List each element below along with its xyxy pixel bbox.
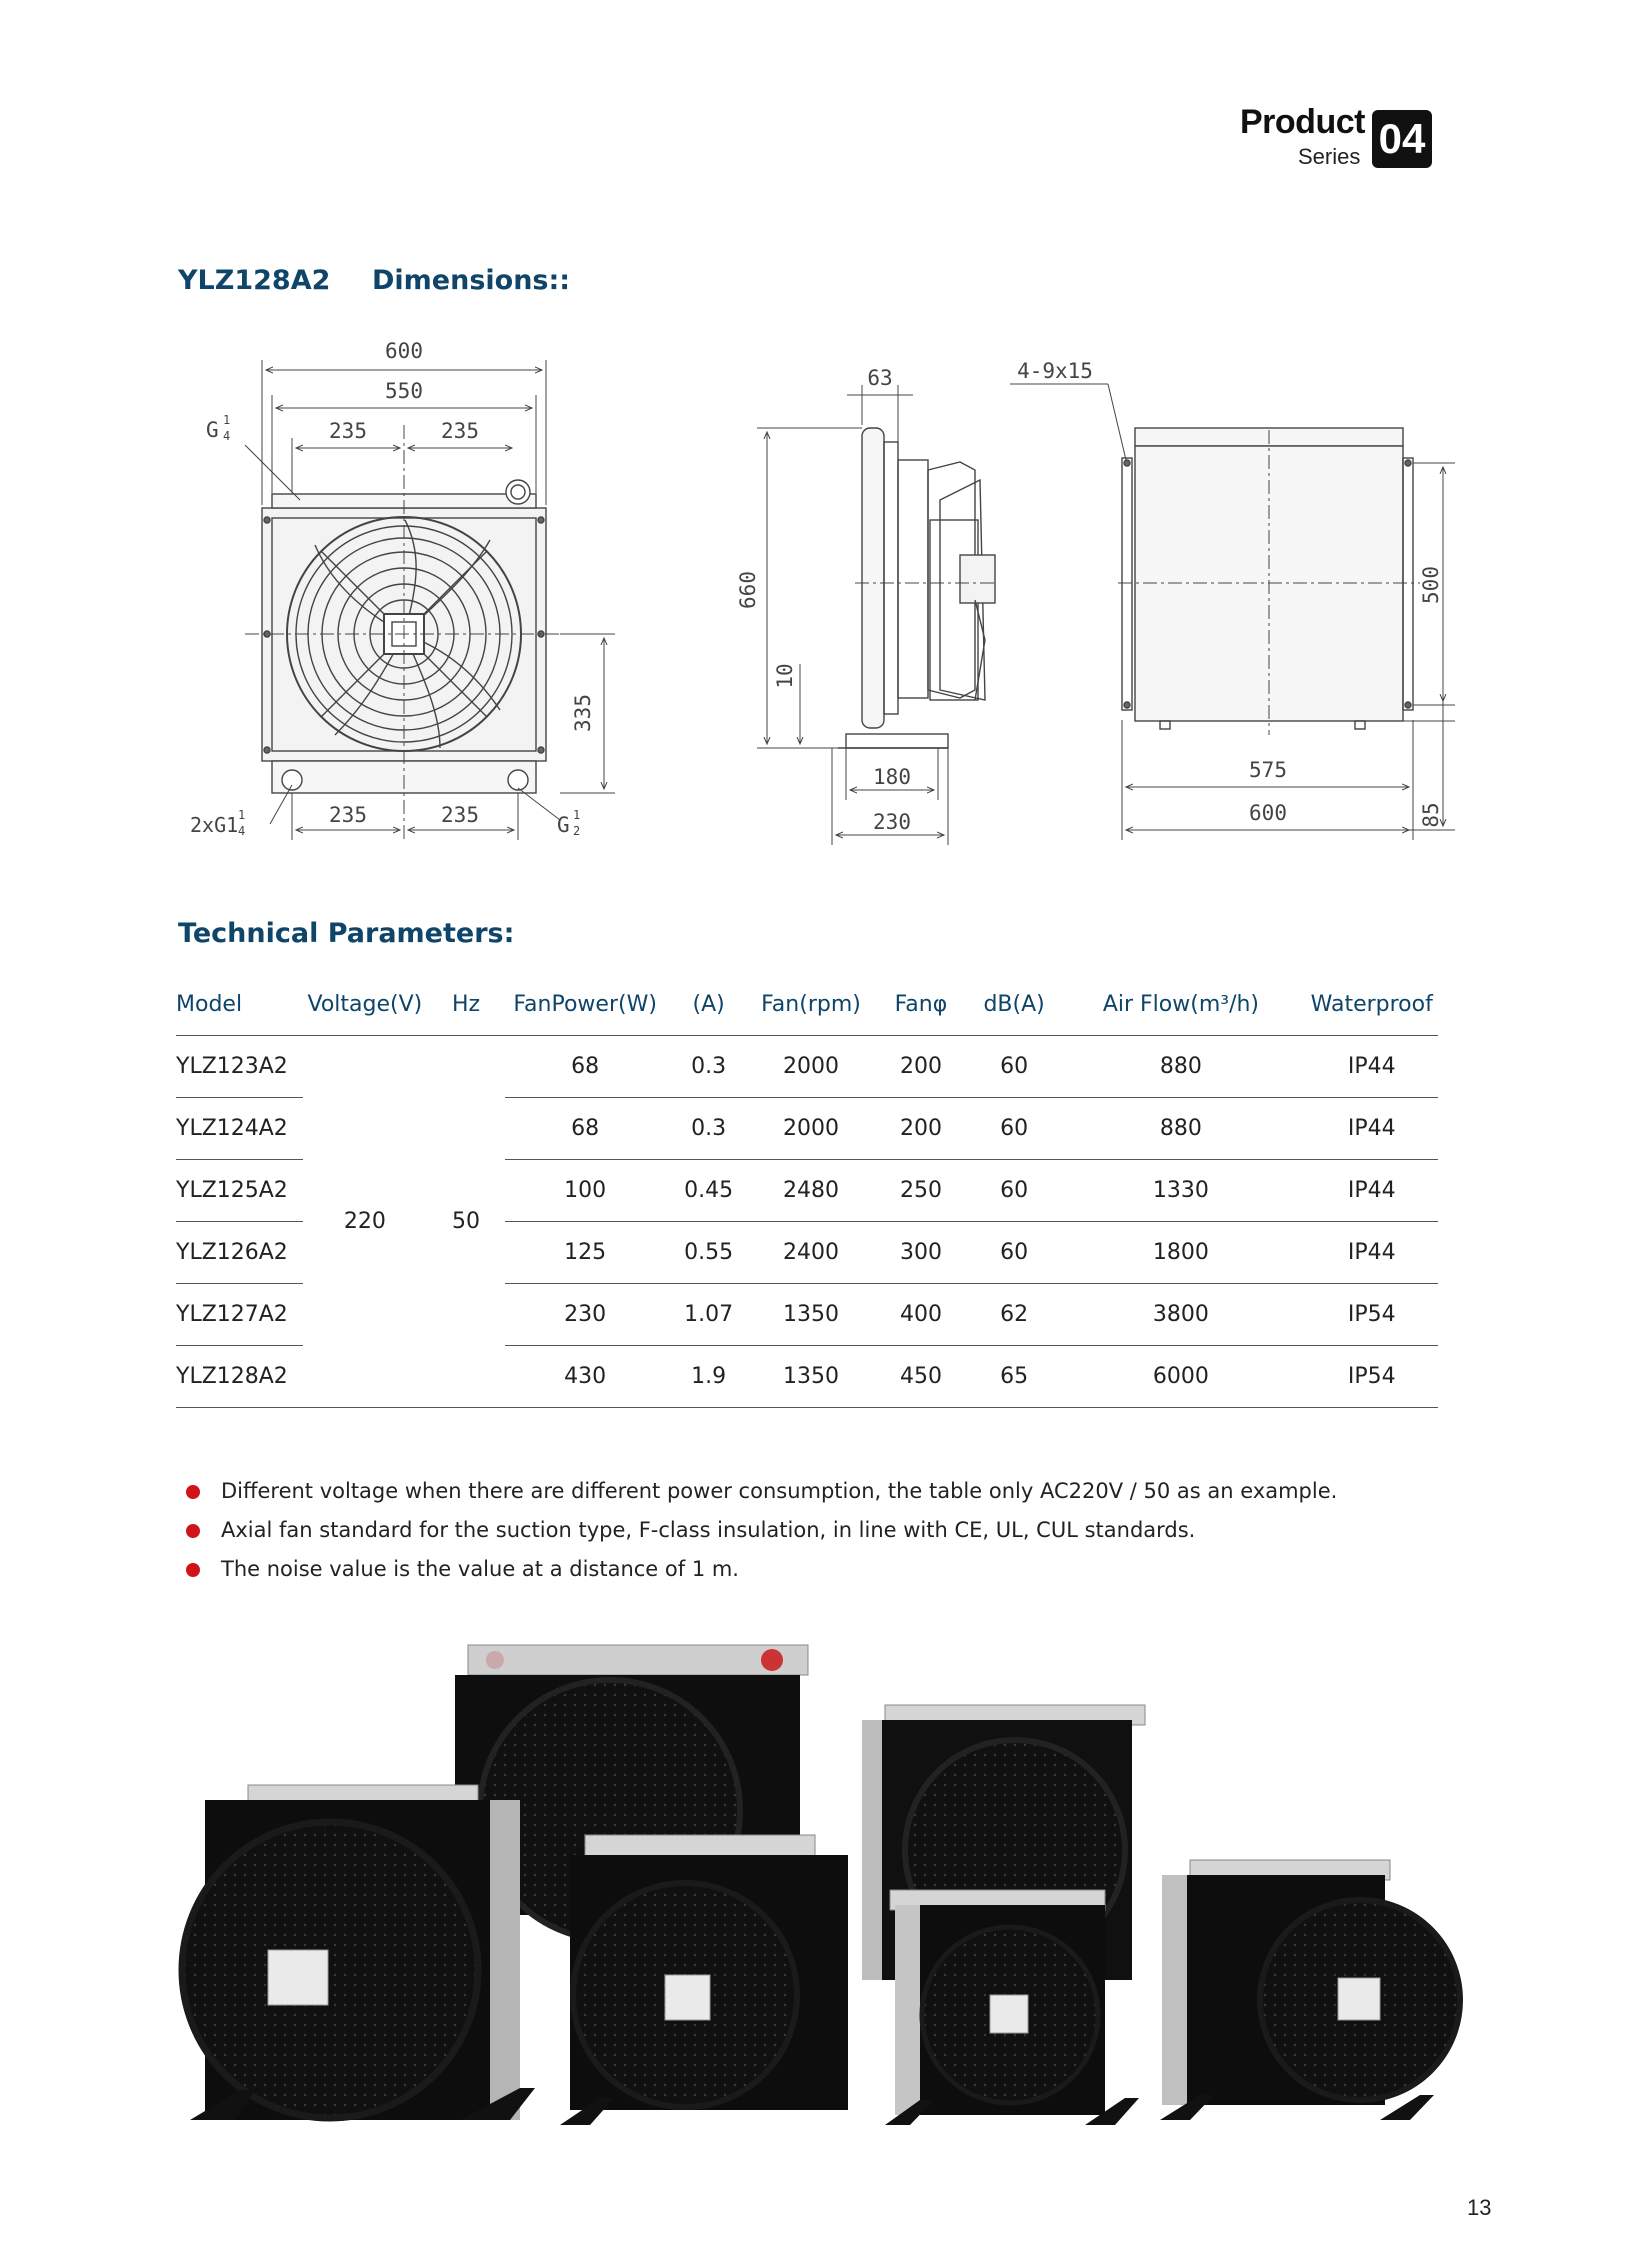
col-header-model: Model <box>176 973 303 1036</box>
cooler-unit-right <box>1160 1860 1460 2120</box>
cell-amp: 0.45 <box>665 1160 752 1222</box>
cell-power: 430 <box>505 1346 665 1408</box>
cell-model: YLZ125A2 <box>176 1160 303 1222</box>
thread-g12-label: G <box>557 813 570 837</box>
cooler-unit-small <box>885 1890 1105 2125</box>
model-title: YLZ128A2 <box>178 265 331 296</box>
dim-front-235-top-left: 235 <box>329 419 367 443</box>
cell-flow: 880 <box>1056 1036 1305 1098</box>
cell-amp: 0.3 <box>665 1036 752 1098</box>
cell-model: YLZ126A2 <box>176 1222 303 1284</box>
cooler-unit-left <box>182 1785 535 2120</box>
cell-db: 65 <box>972 1346 1056 1408</box>
col-header-voltage: Voltage(V) <box>303 973 427 1036</box>
dim-back-575: 575 <box>1249 758 1287 782</box>
cell-flow: 3800 <box>1056 1284 1305 1346</box>
cell-waterproof: IP44 <box>1305 1098 1438 1160</box>
cell-rpm: 1350 <box>752 1284 870 1346</box>
tech-params-table <box>176 973 1438 1408</box>
dim-back-500: 500 <box>1419 566 1443 604</box>
cell-power: 68 <box>505 1098 665 1160</box>
cell-db: 62 <box>972 1284 1056 1346</box>
cell-hz: 50 <box>427 1036 505 1408</box>
cell-power: 125 <box>505 1222 665 1284</box>
cell-flow: 1330 <box>1056 1160 1305 1222</box>
cell-waterproof: IP44 <box>1305 1160 1438 1222</box>
dim-side-230: 230 <box>873 810 911 834</box>
col-header-db: dB(A) <box>972 973 1056 1036</box>
dim-side-660: 660 <box>736 571 760 609</box>
dim-front-235-bottom-left: 235 <box>329 803 367 827</box>
cell-phi: 400 <box>870 1284 972 1346</box>
col-header-fanpower: FanPower(W) <box>505 973 665 1036</box>
note-item <box>186 1550 1337 1589</box>
side-view <box>838 428 995 748</box>
notes-list <box>186 1472 1337 1589</box>
col-header-hz: Hz <box>427 973 505 1036</box>
product-photo <box>0 1620 1629 2140</box>
cell-amp: 1.9 <box>665 1346 752 1408</box>
cell-model: YLZ127A2 <box>176 1284 303 1346</box>
cell-phi: 200 <box>870 1036 972 1098</box>
dim-side-10: 10 <box>773 663 797 689</box>
page-number: 13 <box>1467 2195 1492 2220</box>
cell-db: 60 <box>972 1036 1056 1098</box>
cell-flow: 6000 <box>1056 1346 1305 1408</box>
cell-waterproof: IP44 <box>1305 1222 1438 1284</box>
dim-back-600: 600 <box>1249 801 1287 825</box>
cell-phi: 450 <box>870 1346 972 1408</box>
thread-2xg1-sup: 1 <box>238 808 246 822</box>
bullet-icon <box>186 1485 200 1499</box>
thread-g12-sub: 2 <box>573 824 581 838</box>
dim-back-85: 85 <box>1419 802 1443 828</box>
note-item <box>186 1511 1337 1550</box>
thread-g12-sup: 1 <box>573 808 581 822</box>
tech-params-title: Technical Parameters: <box>178 918 515 949</box>
thread-g14-sub: 4 <box>223 429 231 443</box>
cell-power: 100 <box>505 1160 665 1222</box>
cell-waterproof: IP54 <box>1305 1284 1438 1346</box>
dim-front-550: 550 <box>385 379 423 403</box>
cell-flow: 880 <box>1056 1098 1305 1160</box>
dimension-drawing <box>0 0 1629 880</box>
dim-front-235-top-right: 235 <box>441 419 479 443</box>
cell-db: 60 <box>972 1160 1056 1222</box>
thread-g14-label: G <box>206 418 219 442</box>
dim-front-600: 600 <box>385 339 423 363</box>
cell-model: YLZ123A2 <box>176 1036 303 1098</box>
table-header-row <box>176 973 1438 1036</box>
cell-amp: 0.3 <box>665 1098 752 1160</box>
col-header-rpm: Fan(rpm) <box>752 973 870 1036</box>
cell-rpm: 2480 <box>752 1160 870 1222</box>
col-header-waterproof: Waterproof <box>1305 973 1438 1036</box>
cell-model: YLZ124A2 <box>176 1098 303 1160</box>
cell-db: 60 <box>972 1098 1056 1160</box>
cell-amp: 1.07 <box>665 1284 752 1346</box>
thread-2xg1-label: 2xG1 <box>190 813 239 837</box>
cell-rpm: 2000 <box>752 1036 870 1098</box>
cell-power: 68 <box>505 1036 665 1098</box>
note-text: The noise value is the value at a distance of 1 m. <box>221 1557 739 1581</box>
col-header-airflow: Air Flow(m³/h) <box>1056 973 1305 1036</box>
cell-flow: 1800 <box>1056 1222 1305 1284</box>
cell-waterproof: IP44 <box>1305 1036 1438 1098</box>
header-series-label: Series <box>1298 144 1361 169</box>
header-series-number: 04 <box>1372 110 1432 168</box>
thread-2xg1-sub: 4 <box>238 824 246 838</box>
cell-db: 60 <box>972 1222 1056 1284</box>
col-header-amp: (A) <box>665 973 752 1036</box>
dim-back-holes: 4-9x15 <box>1017 359 1093 383</box>
cell-rpm: 2400 <box>752 1222 870 1284</box>
dim-front-335: 335 <box>571 694 595 732</box>
header-product-label: Product <box>1240 103 1365 141</box>
cell-phi: 200 <box>870 1098 972 1160</box>
cell-amp: 0.55 <box>665 1222 752 1284</box>
cell-power: 230 <box>505 1284 665 1346</box>
dim-side-63: 63 <box>867 366 893 390</box>
note-item <box>186 1472 1337 1511</box>
cell-model: YLZ128A2 <box>176 1346 303 1408</box>
cell-phi: 250 <box>870 1160 972 1222</box>
table-row <box>176 1036 1438 1098</box>
bullet-icon <box>186 1524 200 1538</box>
bullet-icon <box>186 1563 200 1577</box>
cell-voltage: 220 <box>303 1036 427 1408</box>
back-view <box>1122 428 1413 729</box>
dim-front-235-bottom-right: 235 <box>441 803 479 827</box>
col-header-fan-phi: Fanφ <box>870 973 972 1036</box>
cell-rpm: 1350 <box>752 1346 870 1408</box>
note-text: Different voltage when there are different power consumption, the table only AC220V / 50 as an example. <box>221 1479 1338 1503</box>
dimensions-title: Dimensions:: <box>372 265 571 296</box>
cell-phi: 300 <box>870 1222 972 1284</box>
thread-g14-sup: 1 <box>223 413 231 427</box>
note-text: Axial fan standard for the suction type, F-class insulation, in line with CE, UL, CUL standards. <box>221 1518 1196 1542</box>
cell-rpm: 2000 <box>752 1098 870 1160</box>
cell-waterproof: IP54 <box>1305 1346 1438 1408</box>
dim-side-180: 180 <box>873 765 911 789</box>
